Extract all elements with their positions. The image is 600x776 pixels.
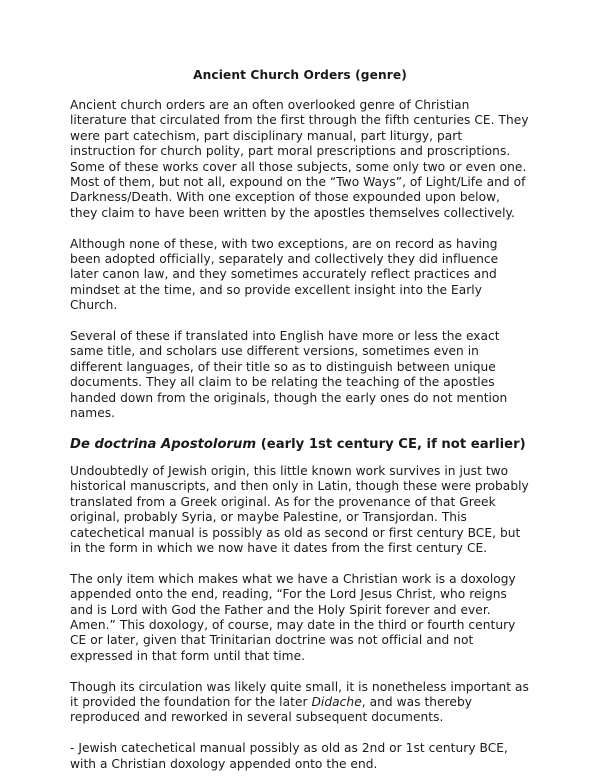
section-paragraph-2: The only item which makes what we have a Christian work is a doxology appended onto the end, reading, “For the Lord Jesus Christ, who reigns and is Lord with God the Father and the Holy Spirit forever and ever. Amen.” This doxology, of course, may date in the third or fourth century CE or later, given that Trinitarian doctrine was not official and not expressed in that form until that time. xyxy=(70,571,516,663)
paragraph-3-after: , and was thereby reproduced and reworked in several subsequent documents. xyxy=(70,694,473,725)
paragraph-3-before: Though its circulation was likely quite small, it is nonetheless important as it provided the foundation for the later xyxy=(70,679,529,709)
didache-title: Didache xyxy=(311,694,362,709)
intro-paragraph-2: Although none of these, with two exceptions, are on record as having been adopted officially, separately and collectively they did influence later canon law, and they sometimes accurately reflect practices and mindset at the time, and so provide excellent insight into the Early Church. xyxy=(70,236,499,313)
summary-line: - Jewish catechetical manual possibly as old as 2nd or 1st century BCE, with a Christian doxology appended onto the end. xyxy=(70,741,508,771)
section-paragraph-1: Undoubtedly of Jewish origin, this little known work survives in just two historical manuscripts, and then only in Latin, though these were probably translated from a Greek original. As for the provenance of that Greek original, probably Syria, or maybe Palestine, or Transjordan. This catechetical manual is possibly as old as second or first century BCE, but in the form in which we now have it dates from the first century CE. xyxy=(70,463,529,555)
section-paragraph-3 xyxy=(70,680,530,726)
section-heading xyxy=(70,437,530,452)
document-title: Ancient Church Orders (genre) xyxy=(193,68,407,82)
intro-paragraph-1: Ancient church orders are an often overlooked genre of Christian literature that circulated from the first through the fifth centuries CE. They were part catechism, part disciplinary manual, part liturgy, part instruction for church polity, part moral prescriptions and proscriptions. Some of these works cover all those subjects, some only two or even one. Most of them, but not all, expound on the “Two Ways”, of Light/Life and of Darkness/Death. With one exception of those expounded upon below, they claim to have been written by the apostles themselves collectively. xyxy=(70,98,529,220)
section-heading-italic: De doctrina Apostolorum xyxy=(70,436,257,452)
intro-paragraph-3: Several of these if translated into English have more or less the exact same title, and scholars use different versions, sometimes even in different languages, of their title so as to distinguish between unique documents. They all claim to be relating the teaching of the apostles handed down from the originals, though the early ones do not mention names. xyxy=(70,329,508,421)
section-heading-rest: (early 1st century CE, if not earlier) xyxy=(256,436,526,452)
